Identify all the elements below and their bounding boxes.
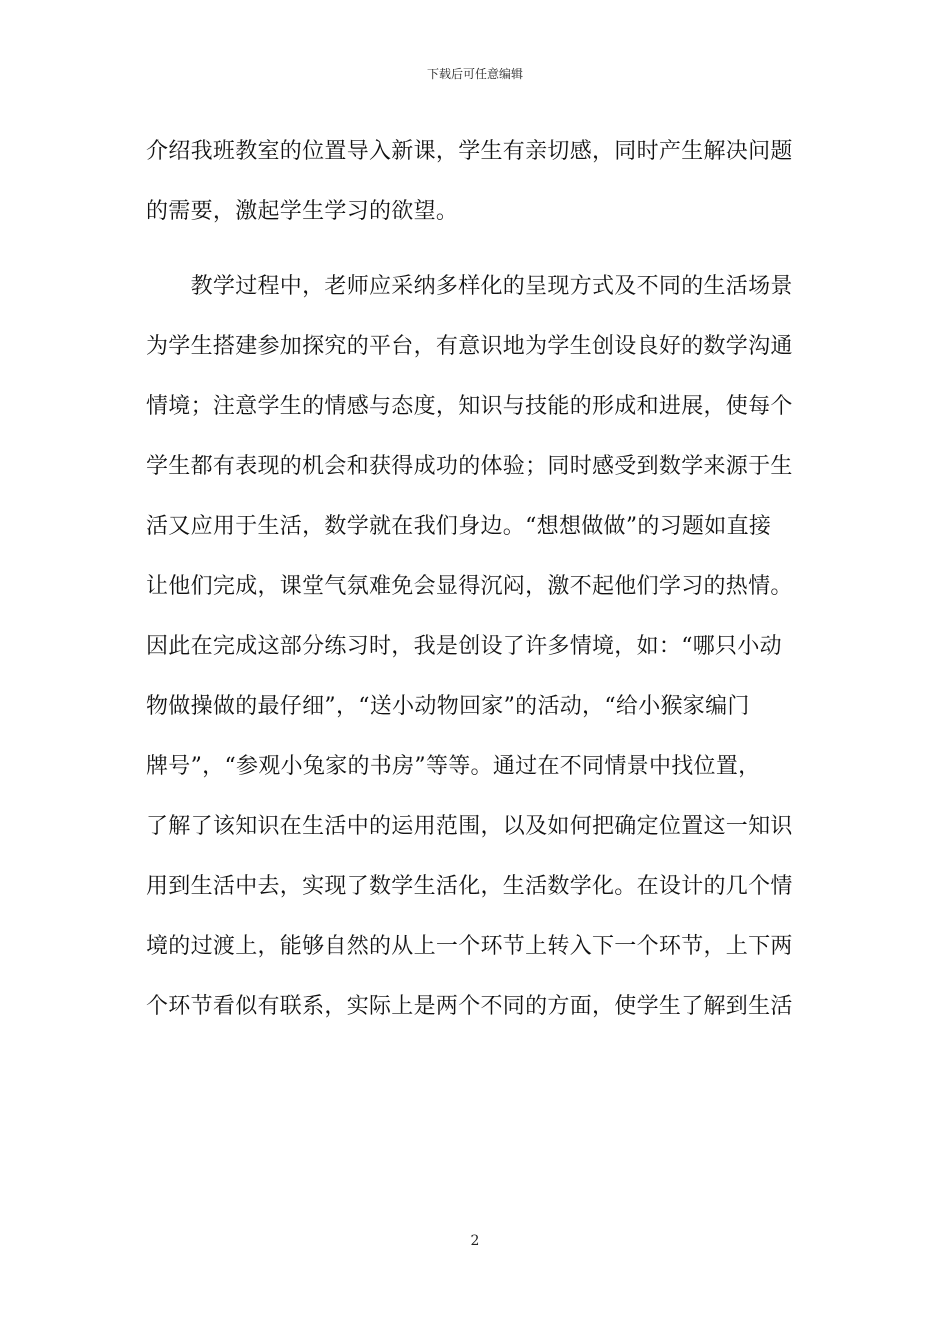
text-line: 让他们完成，课堂气氛难免会显得沉闷，激不起他们学习的热情。: [146, 574, 793, 599]
text-line: 境的过渡上，能够自然的从上一个环节上转入下一个环节，上下两: [146, 934, 793, 959]
text-line: 情境；注意学生的情感与态度，知识与技能的形成和进展，使每个: [146, 394, 793, 419]
text-line: 个环节看似有联系，实际上是两个不同的方面，使学生了解到生活: [146, 994, 793, 1019]
paragraph: [146, 257, 816, 1037]
page-number: 2: [470, 1233, 480, 1249]
paragraph: [146, 122, 816, 242]
document-body: [146, 122, 816, 1037]
text-line: 了解了该知识在生活中的运用范围，以及如何把确定位置这一知识: [146, 814, 793, 839]
text-line: 教学过程中，老师应采纳多样化的呈现方式及不同的生活场景: [146, 274, 793, 299]
text-line: 用到生活中去，实现了数学生活化，生活数学化。在设计的几个情: [146, 874, 793, 899]
text-line: 学生都有表现的机会和获得成功的体验；同时感受到数学来源于生: [146, 454, 793, 479]
text-line: 因此在完成这部分练习时，我是创设了许多情境，如：“哪只小动: [146, 634, 782, 659]
text-line: 为学生搭建参加探究的平台，有意识地为学生创设良好的数学沟通: [146, 334, 793, 359]
paragraph-gap: [146, 242, 816, 257]
text-line: 的需要，激起学生学习的欲望。: [146, 199, 459, 224]
text-line: 牌号”，“参观小兔家的书房”等等。通过在不同情景中找位置，: [146, 754, 761, 779]
text-line: 活又应用于生活，数学就在我们身边。“想想做做”的习题如直接: [146, 514, 772, 539]
text-line: 物做操做的最仔细”，“送小动物回家”的活动，“给小猴家编门: [146, 694, 750, 719]
text-line: 介绍我班教室的位置导入新课，学生有亲切感，同时产生解决问题: [146, 139, 793, 164]
page-header: 下载后可任意编辑: [426, 67, 523, 81]
